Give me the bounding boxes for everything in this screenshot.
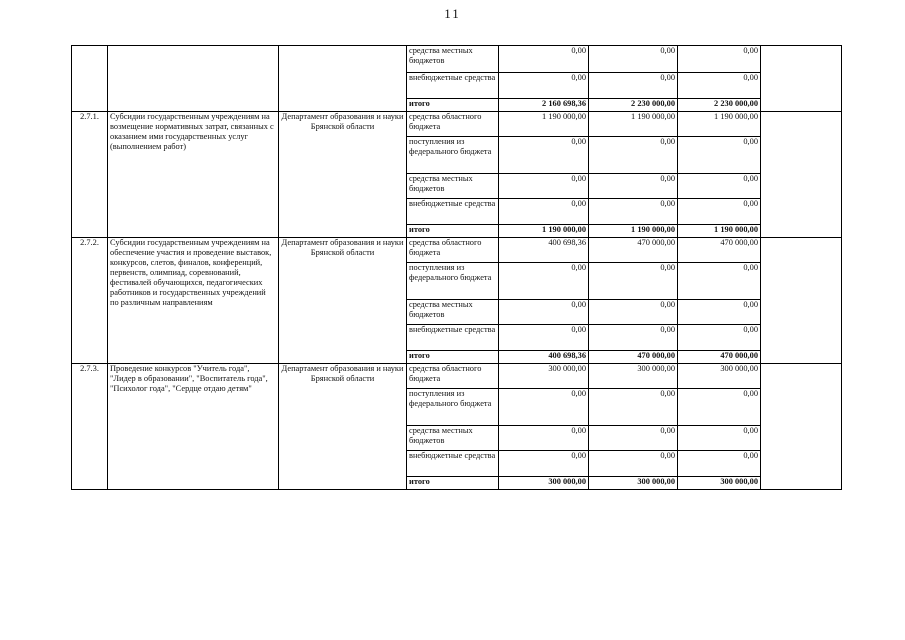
value-cell-3: 0,00	[678, 137, 761, 174]
value-cell-1: 0,00	[499, 263, 589, 300]
section-name: Проведение конкурсов "Учитель года", "Лидер в образовании", "Воспитатель года", "Психолог года", "Сердце отдаю детям"	[108, 364, 279, 490]
value-cell-3: 470 000,00	[678, 351, 761, 364]
notes-cell	[761, 112, 842, 238]
funding-source-cell: внебюджетные средства	[407, 73, 499, 99]
value-cell-2: 300 000,00	[589, 364, 678, 389]
value-cell-2: 0,00	[589, 174, 678, 199]
value-cell-1: 400 698,36	[499, 238, 589, 263]
code-cell	[72, 46, 108, 112]
value-cell-3: 0,00	[678, 389, 761, 426]
value-cell-1: 2 160 698,36	[499, 99, 589, 112]
value-cell-2: 0,00	[589, 263, 678, 300]
table-row	[72, 46, 842, 73]
notes-cell	[761, 46, 842, 112]
section-code: 2.7.3.	[72, 364, 108, 490]
value-cell-3: 0,00	[678, 46, 761, 73]
funding-source-cell: итого	[407, 351, 499, 364]
value-cell-2: 1 190 000,00	[589, 225, 678, 238]
name-cell	[108, 46, 279, 112]
value-cell-2: 0,00	[589, 46, 678, 73]
table-row	[72, 364, 842, 389]
table-row	[72, 238, 842, 263]
value-cell-1: 0,00	[499, 199, 589, 225]
value-cell-3: 0,00	[678, 451, 761, 477]
funding-source-cell: поступления из федерального бюджета	[407, 263, 499, 300]
value-cell-3: 2 230 000,00	[678, 99, 761, 112]
value-cell-1: 400 698,36	[499, 351, 589, 364]
section-department: Департамент образования и науки Брянской области	[279, 364, 407, 490]
value-cell-3: 300 000,00	[678, 477, 761, 490]
value-cell-2: 2 230 000,00	[589, 99, 678, 112]
value-cell-1: 0,00	[499, 73, 589, 99]
value-cell-1: 1 190 000,00	[499, 112, 589, 137]
value-cell-3: 0,00	[678, 73, 761, 99]
funding-source-cell: итого	[407, 225, 499, 238]
funding-source-cell: средства местных бюджетов	[407, 426, 499, 451]
value-cell-3: 470 000,00	[678, 238, 761, 263]
funding-source-cell: внебюджетные средства	[407, 199, 499, 225]
value-cell-2: 0,00	[589, 451, 678, 477]
value-cell-2: 0,00	[589, 300, 678, 325]
section-department: Департамент образования и науки Брянской области	[279, 112, 407, 238]
value-cell-1: 0,00	[499, 174, 589, 199]
value-cell-3: 0,00	[678, 199, 761, 225]
section-name: Субсидии государственным учреждениям на возмещение нормативных затрат, связанных с оказанием ими государственных услуг (выполнением работ)	[108, 112, 279, 238]
value-cell-2: 0,00	[589, 426, 678, 451]
value-cell-2: 470 000,00	[589, 238, 678, 263]
funding-source-cell: средства областного бюджета	[407, 238, 499, 263]
value-cell-3: 0,00	[678, 300, 761, 325]
value-cell-1: 0,00	[499, 137, 589, 174]
value-cell-1: 0,00	[499, 426, 589, 451]
notes-cell	[761, 364, 842, 490]
value-cell-2: 0,00	[589, 325, 678, 351]
funding-source-cell: внебюджетные средства	[407, 451, 499, 477]
value-cell-2: 300 000,00	[589, 477, 678, 490]
funding-source-cell: внебюджетные средства	[407, 325, 499, 351]
department-cell	[279, 46, 407, 112]
funding-source-cell: итого	[407, 477, 499, 490]
value-cell-2: 0,00	[589, 389, 678, 426]
funding-source-cell: средства областного бюджета	[407, 112, 499, 137]
funding-source-cell: средства местных бюджетов	[407, 46, 499, 73]
value-cell-3: 1 190 000,00	[678, 112, 761, 137]
page-number: 11	[444, 6, 461, 21]
funding-source-cell: средства местных бюджетов	[407, 300, 499, 325]
value-cell-3: 1 190 000,00	[678, 225, 761, 238]
value-cell-3: 0,00	[678, 174, 761, 199]
value-cell-1: 0,00	[499, 389, 589, 426]
section-department: Департамент образования и науки Брянской области	[279, 238, 407, 364]
value-cell-3: 0,00	[678, 263, 761, 300]
value-cell-2: 0,00	[589, 199, 678, 225]
notes-cell	[761, 238, 842, 364]
value-cell-2: 470 000,00	[589, 351, 678, 364]
value-cell-2: 0,00	[589, 137, 678, 174]
section-name: Субсидии государственным учреждениям на обеспечение участия и проведение выставок, конкурсов, слетов, финалов, конференций, первенств, олимпиад, соревнований, фестивалей обучающихся, педагогических работников и государственных учреждений по различным направлениям	[108, 238, 279, 364]
value-cell-1: 0,00	[499, 325, 589, 351]
value-cell-1: 1 190 000,00	[499, 225, 589, 238]
value-cell-3: 0,00	[678, 426, 761, 451]
budget-table	[71, 45, 842, 490]
value-cell-1: 0,00	[499, 46, 589, 73]
funding-source-cell: поступления из федерального бюджета	[407, 137, 499, 174]
value-cell-1: 0,00	[499, 451, 589, 477]
value-cell-3: 0,00	[678, 325, 761, 351]
funding-source-cell: итого	[407, 99, 499, 112]
funding-source-cell: поступления из федерального бюджета	[407, 389, 499, 426]
value-cell-1: 300 000,00	[499, 364, 589, 389]
section-code: 2.7.1.	[72, 112, 108, 238]
table-row	[72, 112, 842, 137]
funding-source-cell: средства местных бюджетов	[407, 174, 499, 199]
value-cell-1: 300 000,00	[499, 477, 589, 490]
value-cell-1: 0,00	[499, 300, 589, 325]
value-cell-2: 1 190 000,00	[589, 112, 678, 137]
section-code: 2.7.2.	[72, 238, 108, 364]
value-cell-2: 0,00	[589, 73, 678, 99]
funding-source-cell: средства областного бюджета	[407, 364, 499, 389]
value-cell-3: 300 000,00	[678, 364, 761, 389]
